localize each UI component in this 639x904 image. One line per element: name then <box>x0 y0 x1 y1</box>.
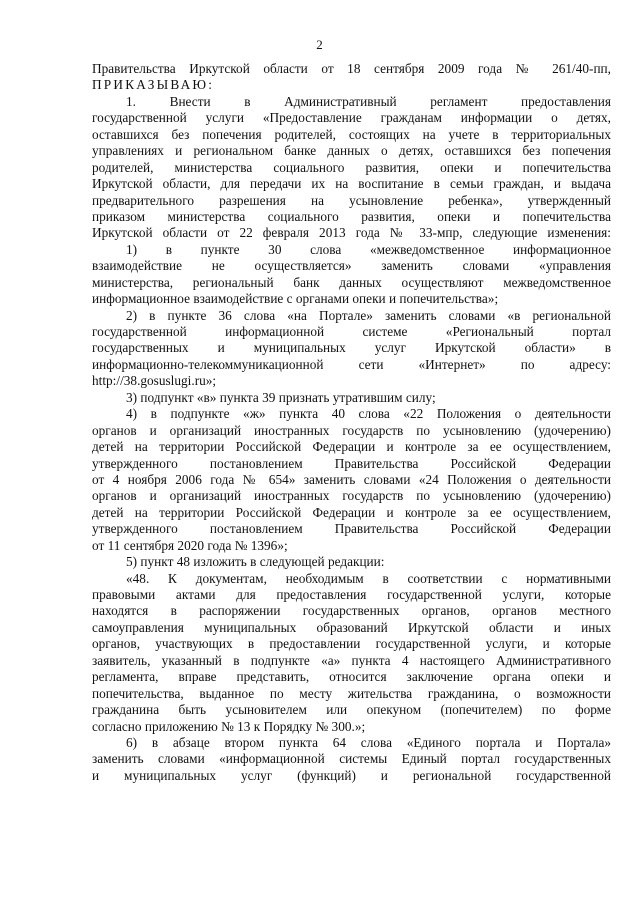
text-line: 6) в абзаце втором пункта 64 слова «Единого портала и Портала» <box>126 734 611 750</box>
text-line: информационное взаимодействие с органами опеки и попечительства»; <box>92 291 499 307</box>
text-line: 2) в пункте 36 слова «на Портале» заменить словами «в региональной <box>126 307 611 323</box>
text-line: от 4 ноября 2006 года № 654» заменить словами «24 Положения о деятельности <box>92 471 611 487</box>
text-line: попечительства, выданное по месту жительства гражданина, о возможности <box>92 685 611 701</box>
text-line: и муниципальных услуг (функций) и региональной государственной <box>92 767 611 783</box>
text-line: предварительного разрешения на усыновление ребенка», утвержденный <box>92 192 611 208</box>
text-line: находятся в распоряжении государственных органов, органов местного <box>92 603 611 619</box>
text-line: 1. Внести в Административный регламент предоставления <box>126 93 611 109</box>
text-line: детей на территории Российской Федерации и контроле за ее осуществлением, <box>92 439 611 455</box>
text-line: регламента, вправе представить, относится заключение органа опеки и <box>92 669 611 685</box>
text-line: «48. К документам, необходимым в соответствии с нормативными <box>126 570 611 586</box>
text-line: органов и организаций иностранных государств по усыновлению (удочерению) <box>92 488 611 504</box>
page-number: 2 <box>316 37 323 52</box>
text-line: 1) в пункте 30 слова «межведомственное информационное <box>126 241 611 257</box>
text-line: согласно приложению № 13 к Порядку № 300.»; <box>92 718 366 734</box>
text-line: органов, участвующих в предоставлении государственной услуги, и которые <box>92 636 611 652</box>
text-line: ПРИКАЗЫВАЮ: <box>92 77 215 93</box>
text-line: гражданина быть усыновителем или опекуном (попечителем) по форме <box>92 702 611 718</box>
text-line: утвержденного постановлением Правительства Российской Федерации <box>92 455 611 471</box>
text-line: правовыми актами для предоставления государственной услуги, которые <box>92 587 611 602</box>
text-line: заявитель, указанный в подпункте «а» пункта 4 настоящего Административного <box>92 652 611 668</box>
text-line: детей на территории Российской Федерации и контроле за ее осуществлением, <box>92 504 611 520</box>
text-line: государственной информационной системе «Региональный портал <box>92 324 611 339</box>
text-line: государственной услуги «Предоставление гражданам информации о детях, <box>92 110 611 126</box>
text-line: http://38.gosuslugi.ru»; <box>92 373 217 389</box>
text-line: взаимодействие не осуществляется» заменить словами «управления <box>92 258 611 274</box>
text-line: заменить словами «информационной системы Единый портал государственных <box>92 751 611 767</box>
text-line: государственных и муниципальных услуг Иркутской области» в <box>92 340 611 356</box>
text-line: 5) пункт 48 изложить в следующей редакции: <box>126 554 385 570</box>
text-line: утвержденного постановлением Правительства Российской Федерации <box>92 521 611 537</box>
text-line: Правительства Иркутской области от 18 сентября 2009 года № 261/40-пп, <box>92 61 611 76</box>
text-line: родителей, министерства социального развития, опеки и попечительства <box>92 159 611 175</box>
text-line: приказом министерства социального развития, опеки и попечительства <box>92 208 611 224</box>
text-line: 4) в подпункте «ж» пункта 40 слова «22 Положения о деятельности <box>126 406 611 422</box>
text-line: от 11 сентября 2020 года № 1396»; <box>92 537 288 553</box>
text-line: органов и организаций иностранных государств по усыновлению (удочерению) <box>92 422 611 438</box>
text-line: Иркутской области, для передачи их на воспитание в семьи граждан, и выдача <box>92 176 611 192</box>
text-line: министерства, региональный банк данных осуществляют межведомственное <box>92 274 611 290</box>
text-line: 3) подпункт «в» пункта 39 признать утратившим силу; <box>126 389 436 405</box>
document-body <box>92 61 611 784</box>
text-line: управлениях и региональном банке данных о детях, оставшихся без попечения <box>92 143 611 159</box>
text-line: информационно-телекоммуникационной сети «Интернет» по адресу: <box>92 356 611 372</box>
text-line: оставшихся без попечения родителей, состоящих на учете в территориальных <box>92 126 611 142</box>
text-line: самоуправления муниципальных образований Иркутской области и иных <box>92 619 611 635</box>
text-line: Иркутской области от 22 февраля 2013 года № 33-мпр, следующие изменения: <box>92 225 611 241</box>
